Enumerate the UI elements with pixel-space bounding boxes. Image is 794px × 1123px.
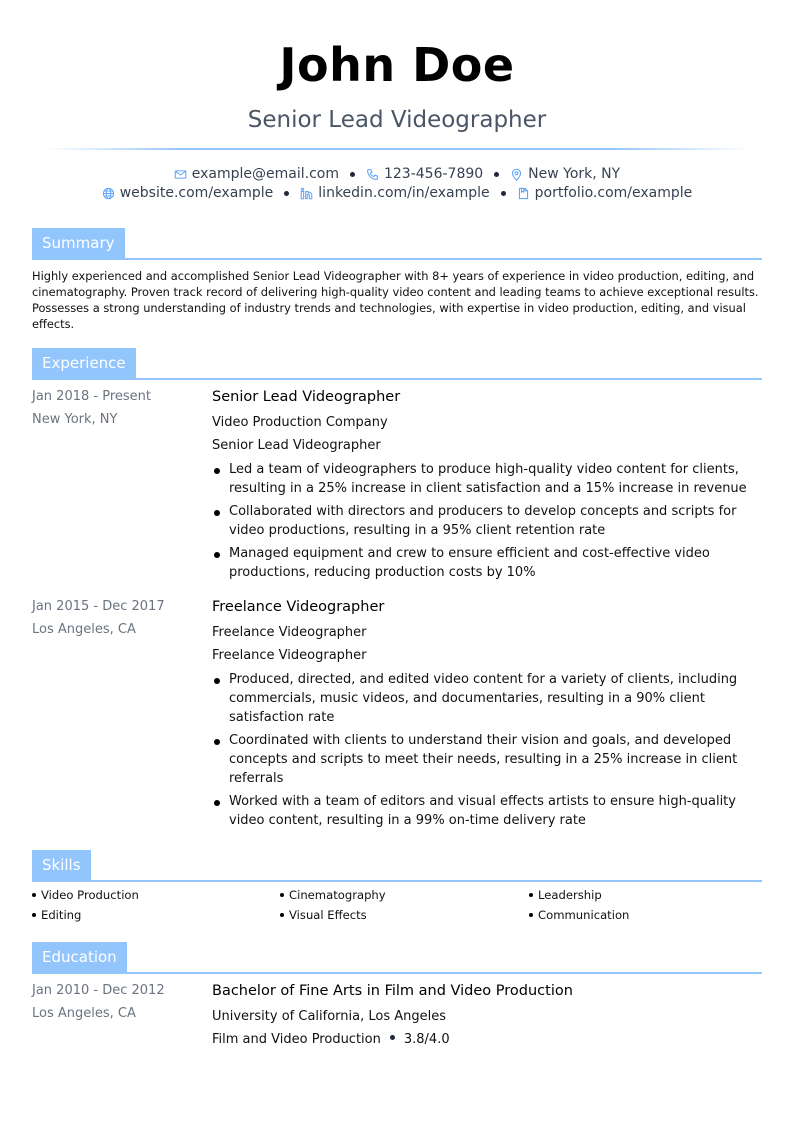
skill-item: Cinematography — [280, 888, 386, 902]
separator-dot — [284, 191, 289, 196]
list-item: Managed equipment and crew to ensure efficient and cost-effective video productions, reducing production costs by 10% — [212, 544, 764, 582]
section-summary-title: Summary — [32, 228, 125, 258]
list-item: Led a team of videographers to produce high-quality video content for clients, resulting in a 25% increase in client satisfaction and a 15% increase in revenue — [212, 460, 764, 498]
list-item: Worked with a team of editors and visual effects artists to ensure high-quality video content, resulting in a 99% on-time delivery rate — [212, 792, 764, 830]
job-date: Jan 2015 - Dec 2017 — [32, 599, 165, 614]
education-school: University of California, Los Angeles — [212, 1009, 447, 1024]
section-skills-header — [32, 850, 762, 882]
contact-phone[interactable] — [366, 166, 483, 182]
mail-icon — [174, 168, 187, 181]
section-education-header — [32, 942, 762, 974]
section-summary-header — [32, 228, 762, 260]
contact-phone-text: 123-456-7890 — [383, 166, 484, 182]
job-role: Senior Lead Videographer — [212, 438, 381, 453]
job-bullets — [212, 670, 764, 834]
education-location: Los Angeles, CA — [32, 1006, 136, 1021]
list-item: Collaborated with directors and producers to develop concepts and scripts for video productions, resulting in a 95% client retention rate — [212, 502, 764, 540]
separator-dot — [494, 172, 499, 177]
contact-website[interactable] — [102, 185, 274, 201]
separator-dot — [350, 172, 355, 177]
list-item: Coordinated with clients to understand their vision and goals, and developed concepts and scripts to meet their needs, resulting in a 25% increase in client referrals — [212, 731, 764, 788]
linkedin-icon — [300, 187, 313, 200]
education-degree: Bachelor of Fine Arts in Film and Video Production — [212, 983, 573, 999]
contact-website-text: website.com/example — [119, 185, 274, 201]
contact-portfolio-text: portfolio.com/example — [534, 185, 693, 201]
skill-item: Video Production — [32, 888, 139, 902]
skill-item: Visual Effects — [280, 908, 367, 922]
job-location: Los Angeles, CA — [32, 622, 136, 637]
summary-text: Highly experienced and accomplished Senior Lead Videographer with 8+ years of experience in video production, editing, and cinematography. Proven track record of delivering high-quality video content and leading teams to achieve exceptional results. Possesses a strong understanding of industry trends and technologies, with expertise in video production, editing, and visual effects. — [32, 269, 759, 331]
contact-row-1 — [0, 166, 794, 182]
contact-location — [510, 166, 620, 182]
education-gpa: 3.8/4.0 — [403, 1032, 450, 1047]
section-skills-title: Skills — [32, 850, 91, 880]
separator-dot — [390, 1035, 395, 1040]
education-date: Jan 2010 - Dec 2012 — [32, 983, 165, 998]
job-date: Jan 2018 - Present — [32, 389, 151, 404]
separator-dot — [501, 191, 506, 196]
job-company: Video Production Company — [212, 415, 388, 430]
section-experience-header — [32, 348, 762, 380]
job-title: Senior Lead Videographer — [212, 389, 401, 405]
section-experience-title: Experience — [32, 348, 136, 378]
education-details — [212, 1032, 450, 1047]
job-role: Freelance Videographer — [212, 648, 367, 663]
contact-location-text: New York, NY — [528, 166, 621, 182]
resume-headline: Senior Lead Videographer — [247, 107, 547, 133]
skill-item: Communication — [529, 908, 629, 922]
list-item: Produced, directed, and edited video content for a variety of clients, including commercials, music videos, and documentaries, resulting in a 90% client satisfaction rate — [212, 670, 764, 727]
location-icon — [510, 168, 523, 181]
contact-email[interactable] — [174, 166, 339, 182]
education-field: Film and Video Production — [212, 1032, 381, 1047]
job-bullets — [212, 460, 764, 586]
contact-row-2 — [0, 185, 794, 201]
contact-linkedin[interactable] — [300, 185, 489, 201]
job-title: Freelance Videographer — [212, 599, 385, 615]
section-education-title: Education — [32, 942, 127, 972]
job-company: Freelance Videographer — [212, 625, 367, 640]
job-location: New York, NY — [32, 412, 118, 427]
phone-icon — [366, 168, 379, 181]
globe-icon — [102, 187, 115, 200]
portfolio-icon — [517, 187, 530, 200]
header-divider — [45, 148, 749, 150]
resume-name: John Doe — [279, 38, 515, 92]
contact-portfolio[interactable] — [517, 185, 693, 201]
skill-item: Editing — [32, 908, 81, 922]
skill-item: Leadership — [529, 888, 602, 902]
contact-email-text: example@email.com — [191, 166, 339, 182]
contact-linkedin-text: linkedin.com/in/example — [318, 185, 490, 201]
